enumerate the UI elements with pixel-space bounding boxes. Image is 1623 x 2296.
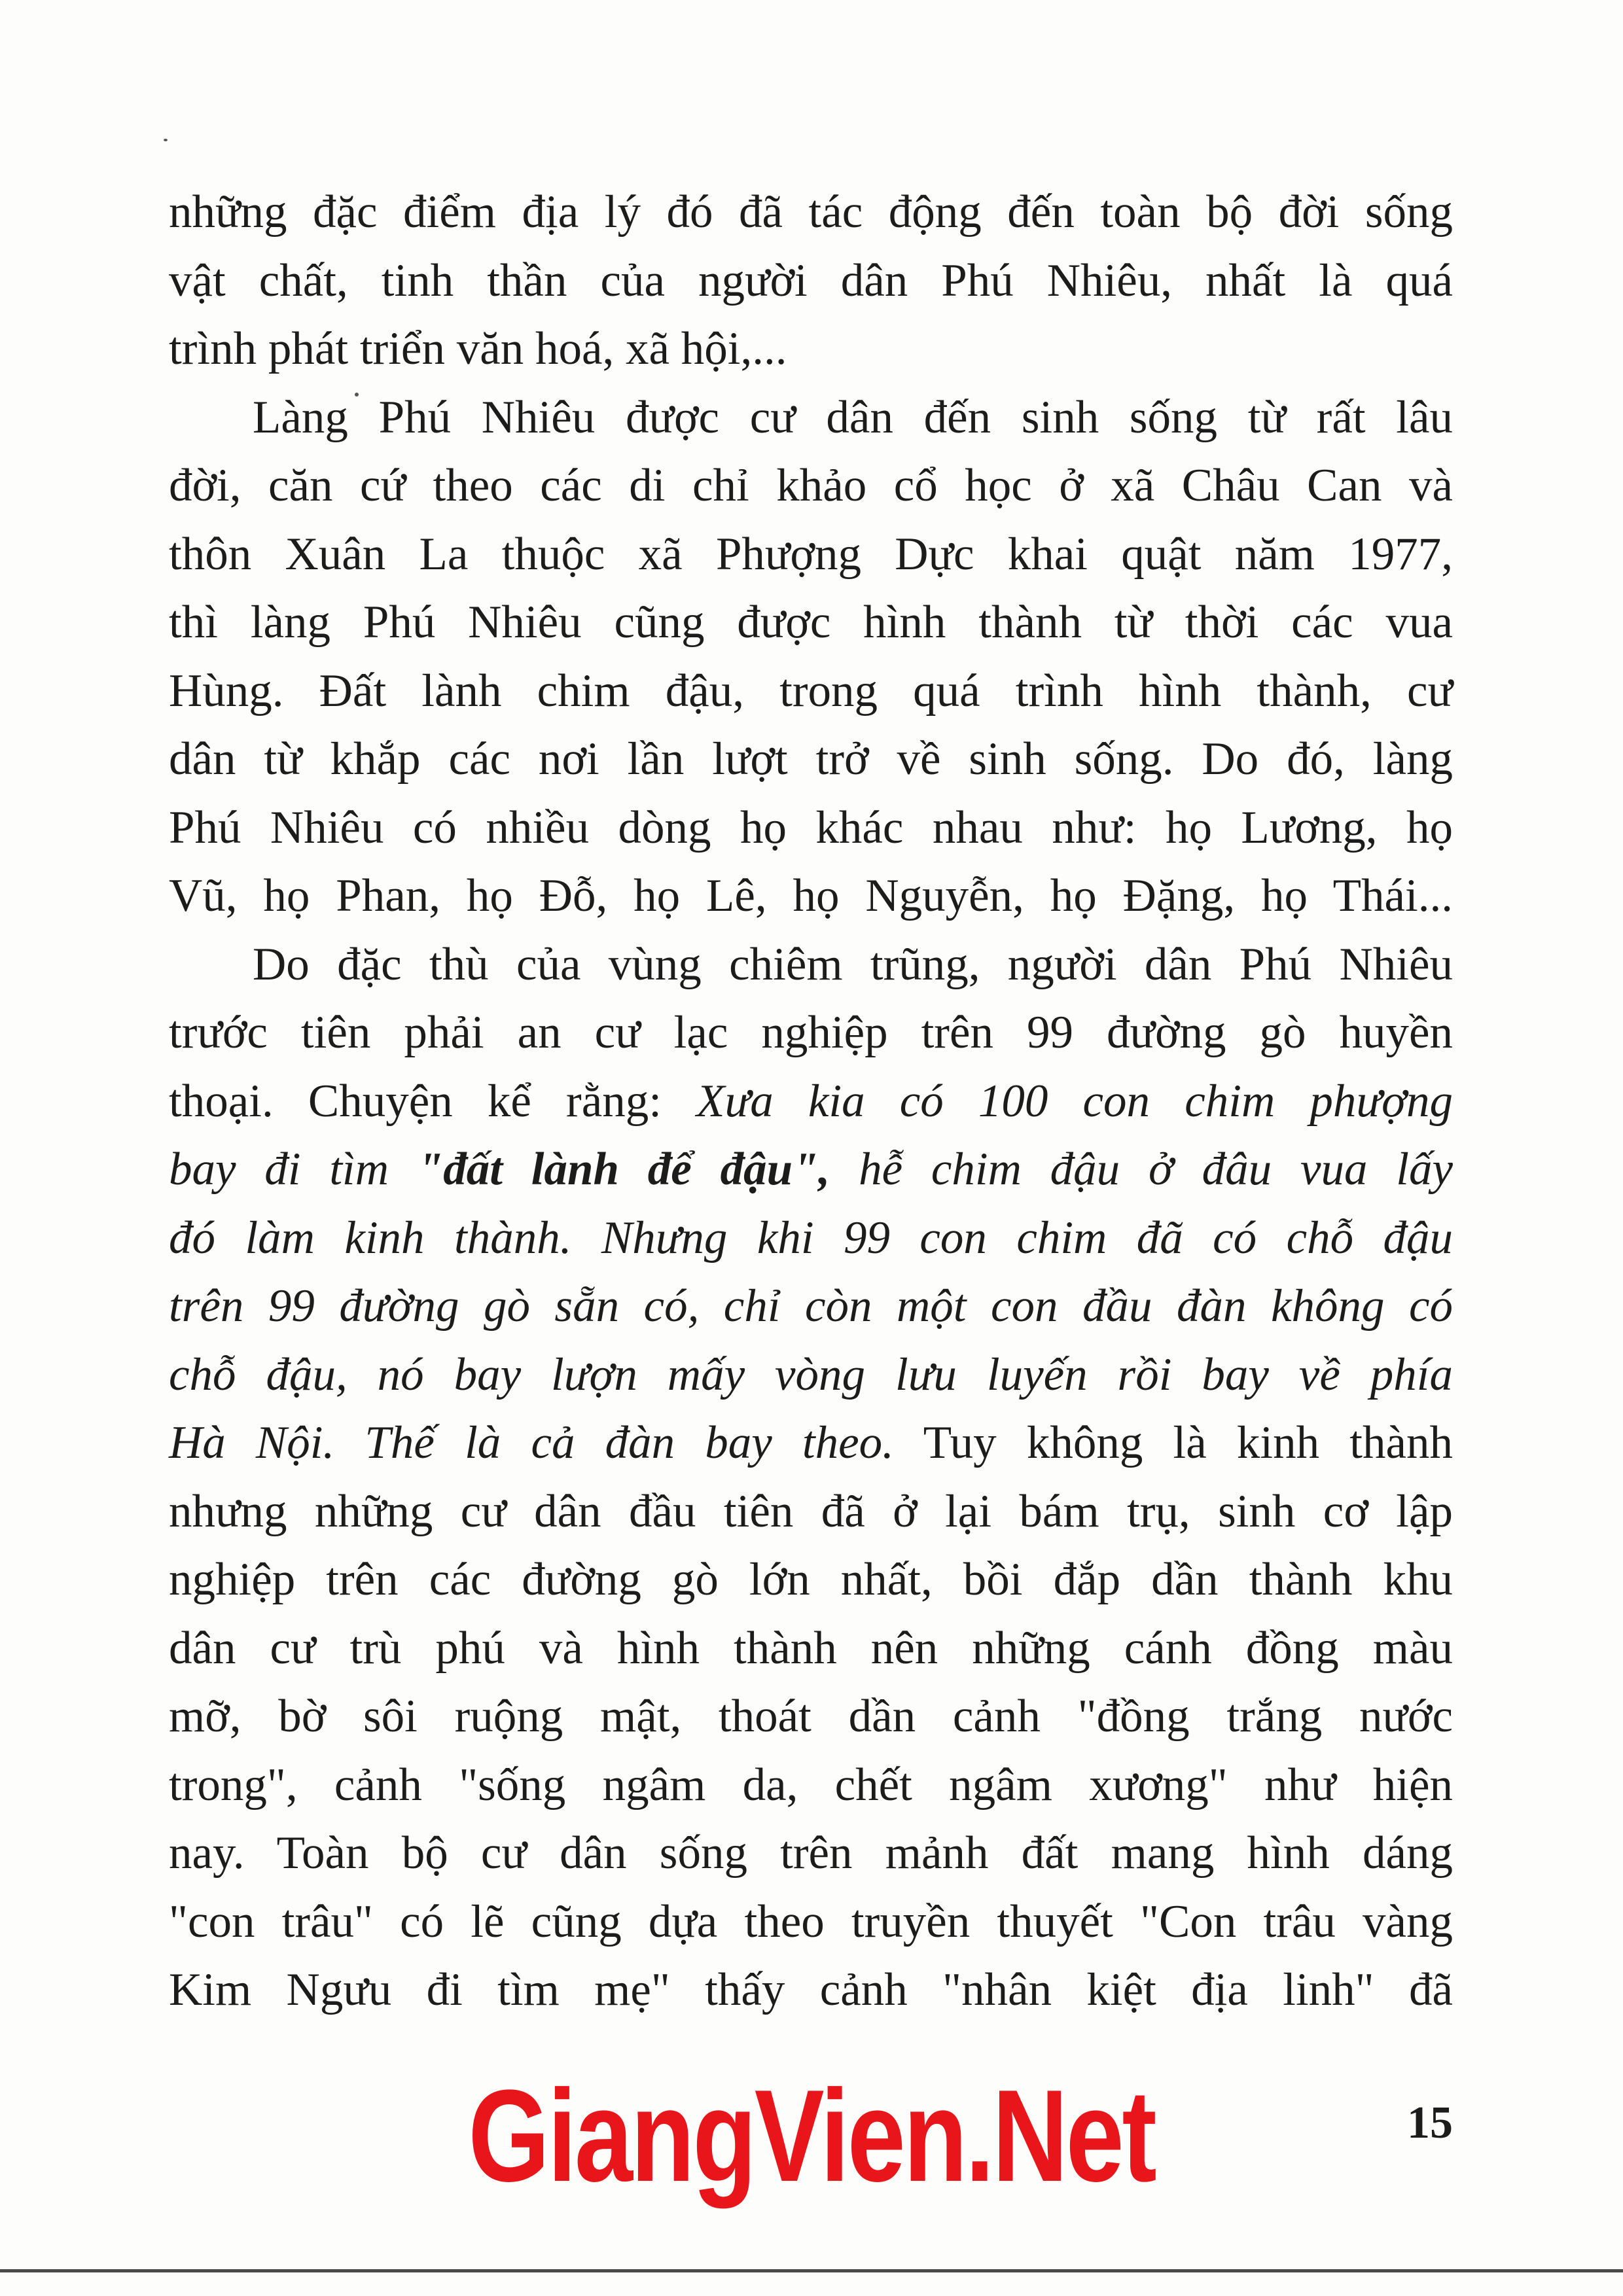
- text-line-22: dân cư trù phú và hình thành nên những cánh đồng màu: [169, 1622, 1453, 1674]
- italic-segment: Hà Nội. Thế là cả đàn bay theo.: [169, 1417, 894, 1468]
- bold-italic-segment: "đất lành để đậu",: [417, 1144, 830, 1195]
- text-line-20: nhưng những cư dân đầu tiên đã ở lại bám trụ, sinh cơ lập: [169, 1485, 1453, 1537]
- text-line-1: những đặc điểm địa lý đó đã tác động đến toàn bộ đời sống: [169, 186, 1453, 238]
- text-line-5: đời, căn cứ theo các di chỉ khảo cổ học ở xã Châu Can và: [169, 460, 1453, 511]
- italic-segment: bay đi tìm: [169, 1144, 389, 1195]
- body-text: [169, 178, 1453, 2024]
- text-line-19: [169, 1409, 1453, 1477]
- text-line-10: Phú Nhiêu có nhiều dòng họ khác nhau như: họ Lương, họ: [169, 802, 1453, 853]
- scan-speck: [164, 139, 168, 141]
- roman-segment: thoại. Chuyện kể rằng:: [169, 1075, 697, 1127]
- text-line-27: Kim Ngưu đi tìm mẹ" thấy cảnh "nhân kiệt địa linh" đã: [169, 1964, 1453, 2015]
- text-line-18: chỗ đậu, nó bay lượn mấy vòng lưu luyến rồi bay về phía: [169, 1349, 1453, 1400]
- text-line-7: thì làng Phú Nhiêu cũng được hình thành từ thời các vua: [169, 597, 1453, 648]
- text-line-12: Do đặc thù của vùng chiêm trũng, người dân Phú Nhiêu: [253, 938, 1453, 990]
- text-line-15: [169, 1135, 1453, 1204]
- roman-segment: Tuy không là kinh thành: [893, 1417, 1454, 1468]
- text-line-24: trong", cảnh "sống ngâm da, chết ngâm xương" như hiện: [169, 1759, 1453, 1810]
- text-line-6: thôn Xuân La thuộc xã Phượng Dực khai quật năm 1977,: [169, 528, 1453, 580]
- text-line-14: [169, 1067, 1453, 1136]
- text-line-21: nghiệp trên các đường gò lớn nhất, bồi đắp dần thành khu: [169, 1554, 1453, 1605]
- italic-segment: hễ chim đậu ở đâu vua lấy: [859, 1144, 1454, 1195]
- text-line-8: Hùng. Đất lành chim đậu, trong quá trình hình thành, cư: [169, 665, 1453, 716]
- text-line-13: trước tiên phải an cư lạc nghiệp trên 99 đường gò huyền: [169, 1007, 1453, 1058]
- text-line-3: trình phát triển văn hoá, xã hội,...: [169, 323, 787, 374]
- watermark-logo: GiangVien.Net: [468, 2063, 1155, 2209]
- text-line-17: trên 99 đường gò sẵn có, chỉ còn một con đầu đàn không có: [169, 1280, 1453, 1332]
- text-line-11: Vũ, họ Phan, họ Đỗ, họ Lê, họ Nguyễn, họ Đặng, họ Thái...: [169, 870, 1453, 921]
- text-line-16: đó làm kinh thành. Nhưng khi 99 con chim đã có chỗ đậu: [169, 1212, 1453, 1263]
- text-line-26: "con trâu" có lẽ cũng dựa theo truyền thuyết "Con trâu vàng: [169, 1896, 1453, 1947]
- page-number: 15: [1407, 2098, 1453, 2148]
- italic-segment: Xưa kia có 100 con chim phượng: [696, 1075, 1453, 1127]
- text-line-23: mỡ, bờ sôi ruộng mật, thoát dần cảnh "đồng trắng nước: [169, 1691, 1453, 1742]
- text-line-4: Làng Phú Nhiêu được cư dân đến sinh sống từ rất lâu: [253, 391, 1453, 443]
- text-line-2: vật chất, tinh thần của người dân Phú Nhiêu, nhất là quá: [169, 255, 1453, 306]
- text-line-25: nay. Toàn bộ cư dân sống trên mảnh đất mang hình dáng: [169, 1828, 1453, 1879]
- scan-edge-line: [0, 2269, 1623, 2272]
- text-line-9: dân từ khắp các nơi lần lượt trở về sinh sống. Do đó, làng: [169, 733, 1453, 785]
